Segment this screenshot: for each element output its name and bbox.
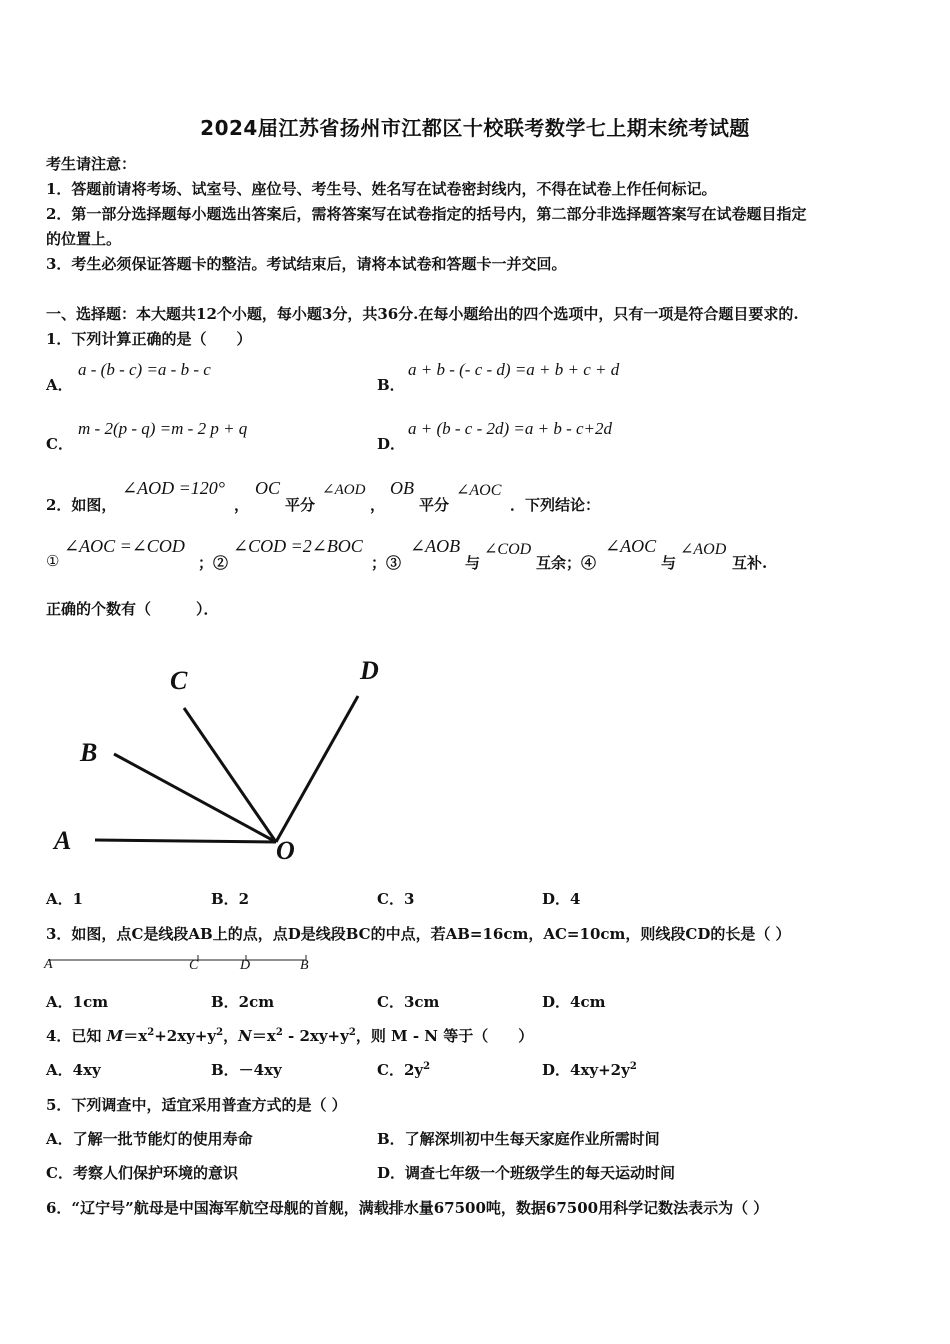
q3-option-d: D．4cm <box>542 993 606 1011</box>
page-title: 2024届江苏省扬州市江都区十校联考数学七上期末统考试题 <box>200 116 750 140</box>
q2-statement-1-mark: ① <box>46 552 60 570</box>
q3-segment-figure <box>44 950 324 980</box>
q2-option-b: B．2 <box>211 890 250 908</box>
q3-option-b: B．2cm <box>211 993 275 1011</box>
q1-label-c: C． <box>46 435 73 453</box>
q4-option-d: D．$4xy+2y^2$ <box>542 1061 637 1079</box>
ray-od <box>276 696 358 842</box>
point-d-label: D <box>360 656 379 685</box>
q2-statement-4-b: ∠AOD <box>680 541 727 558</box>
q3-point-c: C <box>189 958 199 973</box>
q2-statement-2: ∠COD =2∠BOC <box>233 536 363 556</box>
q2-comma: ， <box>234 496 250 514</box>
q5-stem: 5．下列调查中，适宜采用普查方式的是（ ） <box>46 1096 347 1114</box>
q4-option-c: C．$2y^2$ <box>377 1061 431 1079</box>
q2-option-c: C．3 <box>377 890 415 908</box>
ray-oc <box>184 708 276 842</box>
q3-stem: 3．如图，点C是线段AB上的点，点D是线段BC的中点，若AB=16cm，AC=10cm，则线段CD的长是（ ） <box>46 925 791 943</box>
q2-question: 正确的个数有（ ）． <box>46 600 219 618</box>
q2-separator: ；② <box>198 554 229 572</box>
q3-point-a: A <box>44 957 53 972</box>
q1-option-d: a + (b - c - 2d) =a + b - c+2d <box>408 419 613 438</box>
q2-given-angle: ∠AOD =120° <box>122 478 225 498</box>
q3-point-b: B <box>300 958 309 973</box>
q1-option-a: a - (b - c) =a - b - c <box>78 360 211 379</box>
q2-bisects: 平分 <box>285 496 316 514</box>
q1-label-a: A． <box>46 376 73 394</box>
notice-item: 3．考生必须保证答题卡的整洁。考试结束后，请将本试卷和答题卡一并交回。 <box>46 255 567 273</box>
q1-label-b: B． <box>377 376 405 394</box>
q2-suffix: ．下列结论： <box>510 496 601 514</box>
q4-option-b: B．－4xy <box>211 1061 282 1079</box>
q1-option-b: a + b - (- c - d) =a + b + c + d <box>408 360 620 379</box>
point-c-label: C <box>170 666 188 695</box>
ray-oa <box>95 840 276 842</box>
q2-statement-3-b: ∠COD <box>484 541 532 558</box>
ray-ob <box>114 754 276 842</box>
notice-item: 的位置上。 <box>46 230 122 248</box>
q3-option-c: C．3cm <box>377 993 440 1011</box>
q2-option-a: A．1 <box>46 890 84 908</box>
q2-statement-3-a: ∠AOB <box>410 536 461 556</box>
q2-angle-aoc: ∠AOC <box>456 482 502 499</box>
q3-option-a: A．1cm <box>46 993 109 1011</box>
q2-angle-aod: ∠AOD <box>322 482 366 498</box>
q5-option-a: A．了解一批节能灯的使用寿命 <box>46 1130 253 1148</box>
q2-statement-4-a: ∠AOC <box>605 536 657 556</box>
q3-point-d: D <box>240 958 251 973</box>
q4-stem: 4．已知 $M=x^2+2xy+y^2$，$N=x^2 - 2xy+y^2$，则 M - N 等于（ ） <box>46 1027 534 1045</box>
q2-with: 与 <box>661 554 677 572</box>
q2-ray-ob: OB <box>390 478 414 498</box>
section-heading: 一、选择题：本大题共12个小题，每小题3分，共36分.在每小题给出的四个选项中，只有一项是符合题目要求的. <box>46 305 799 323</box>
q2-separator: ；③ <box>371 554 402 572</box>
notice-item: 2．第一部分选择题每小题选出答案后，需将答案写在试卷指定的括号内，第二部分非选择题答案写在试卷题目指定 <box>46 205 807 223</box>
notice-item: 1．答题前请将考场、试室号、座位号、考生号、姓名写在试卷密封线内，不得在试卷上作任何标记。 <box>46 180 717 198</box>
q2-prefix: 2．如图， <box>46 496 117 514</box>
point-o-label: O <box>276 836 295 865</box>
point-a-label: A <box>54 826 72 855</box>
q5-option-b: B．了解深圳初中生每天家庭作业所需时间 <box>377 1130 660 1148</box>
point-b-label: B <box>80 738 98 767</box>
q5-option-c: C．考察人们保护环境的意识 <box>46 1164 238 1182</box>
q6-stem: 6．“辽宁号”航母是中国海军航空母舰的首舰，满载排水量67500吨，数据67500用科学记数法表示为（ ） <box>46 1199 769 1217</box>
q4-option-a: A．4xy <box>46 1061 101 1079</box>
q1-label-d: D． <box>377 435 406 453</box>
q2-statement-4-end: 互补. <box>732 554 768 572</box>
q2-bisects: 平分 <box>419 496 450 514</box>
q2-statement-3-end: 互余；④ <box>536 554 597 572</box>
q1-stem: 1．下列计算正确的是（ ） <box>46 330 252 348</box>
q2-statement-1: ∠AOC =∠COD <box>64 536 185 556</box>
q2-option-d: D．4 <box>542 890 581 908</box>
notice-heading: 考生请注意： <box>46 155 137 173</box>
q5-option-d: D．调查七年级一个班级学生的每天运动时间 <box>377 1164 676 1182</box>
q2-ray-oc: OC <box>255 478 281 498</box>
q1-option-c: m - 2(p - q) =m - 2 p + q <box>78 419 248 438</box>
q2-with: 与 <box>465 554 481 572</box>
q2-comma: ， <box>370 496 386 514</box>
